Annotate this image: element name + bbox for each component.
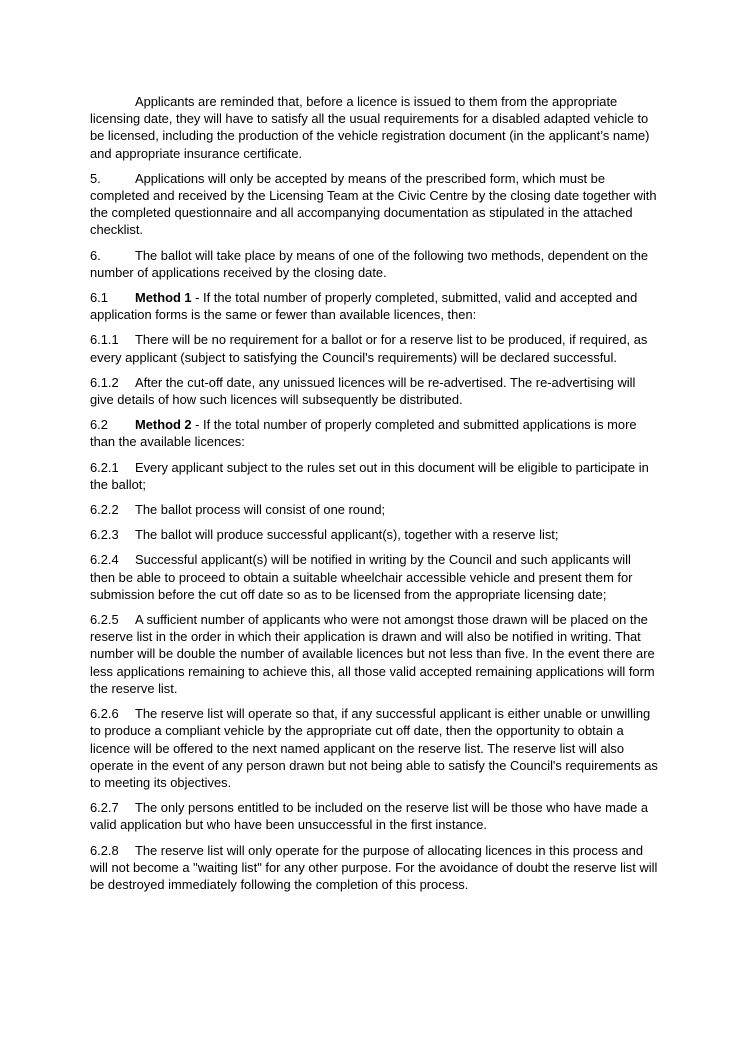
paragraph-number: 6.2.8 (90, 842, 119, 858)
paragraph-6-1 (90, 289, 658, 323)
paragraph-number: 6.2.2 (90, 502, 119, 518)
paragraph-number: 6. (90, 247, 101, 263)
paragraph-number: 6.1.2 (90, 374, 119, 390)
paragraph-text: Applications will only be accepted by means of the prescribed form, which must be completed and received by the Licensing Team at the Civic Centre by the closing date together with the completed questionnaire and all accompanying documentation as stipulated in the attached checklist. (90, 170, 657, 238)
paragraph-number: 6.2.4 (90, 552, 119, 568)
paragraph-text: There will be no requirement for a ballot or for a reserve list to be produced, if required, as every applicant (subject to satisfying the Council's requirements) will be declared successful. (90, 332, 648, 365)
paragraph-number: 6.2.1 (90, 459, 119, 475)
paragraph-text: The only persons entitled to be included on the reserve list will be those who have made a valid application but who have been unsuccessful in the first instance. (90, 800, 649, 833)
paragraph-number: 6.2.6 (90, 706, 119, 722)
paragraph-text: Applicants are reminded that, before a licence is issued to them from the appropriate licensing date, they will have to satisfy all the usual requirements for a disabled adapted vehicle to be licensed, including the production of the vehicle registration document (in the applicant’s name) and appropriate insurance certificate. (90, 94, 650, 161)
paragraph-6-2-1 (90, 459, 658, 493)
document-page (90, 93, 658, 901)
paragraph-6-2-6 (90, 705, 658, 791)
paragraph-text: A sufficient number of applicants who were not amongst those drawn will be placed on the reserve list in the order in which their application is drawn and will also be notified in writing. That number will be double the number of available licences but not less than five. In the event there are less applications remaining to achieve this, all those valid accepted remaining applications will form the reserve list. (90, 612, 655, 696)
paragraph-number: 6.2.5 (90, 612, 119, 628)
paragraph-heading: Method 2 (135, 417, 192, 433)
paragraph-text: The reserve list will only operate for the purpose of allocating licences in this process and will not become a "waiting list" for any other purpose. For the avoidance of doubt the reserve list will be destroyed immediately following the completion of this process. (90, 842, 658, 892)
paragraph-text: The ballot process will consist of one round; (135, 502, 386, 518)
paragraph-text: Every applicant subject to the rules set out in this document will be eligible to participate in the ballot; (90, 459, 649, 492)
paragraph-6-1-2 (90, 374, 658, 408)
paragraph-6-1-1 (90, 331, 658, 365)
paragraph-text: Successful applicant(s) will be notified in writing by the Council and such applicants will then be able to proceed to obtain a suitable wheelchair accessible vehicle and present them for submission before the cut off date so as to be licensed from the appropriate licensing date; (90, 552, 633, 602)
paragraph-text: The reserve list will operate so that, if any successful applicant is either unable or unwilling to produce a compliant vehicle by the appropriate cut off date, then the opportunity to obtain a licence will be offered to the next named applicant on the reserve list. The reserve list will also operate in the event of any person drawn but not being able to satisfy the Council's requirements as to meeting its objectives. (90, 706, 658, 790)
paragraph-number: 6.2.7 (90, 800, 119, 816)
paragraph-6-2-8 (90, 842, 658, 894)
paragraph-6-2-4 (90, 551, 658, 603)
paragraph-6-2-7 (90, 799, 658, 833)
paragraph-6-2-2 (90, 501, 658, 518)
paragraph-6-2-3 (90, 526, 658, 543)
paragraph-text: - If the total number of properly completed, submitted, valid and accepted and application forms is the same or fewer than available licences, then: (90, 290, 638, 323)
paragraph-5 (90, 170, 658, 239)
paragraph-text: After the cut-off date, any unissued licences will be re-advertised. The re-advertising will give details of how such licences will subsequently be distributed. (90, 374, 636, 408)
paragraph-number: 6.1.1 (90, 332, 119, 348)
paragraph-6 (90, 247, 658, 281)
paragraph-text: The ballot will take place by means of one of the following two methods, dependent on the number of applications received by the closing date. (90, 247, 649, 280)
paragraph-heading: Method 1 (135, 290, 192, 306)
paragraph-intro (90, 93, 658, 162)
paragraph-text: - If the total number of properly completed and submitted applications is more than the available licences: (90, 417, 637, 450)
paragraph-number: 6.2.3 (90, 527, 119, 543)
paragraph-6-2-5 (90, 611, 658, 697)
paragraph-6-2 (90, 416, 658, 450)
paragraph-text: The ballot will produce successful applicant(s), together with a reserve list; (135, 527, 559, 543)
paragraph-number: 6.1 (90, 290, 108, 306)
paragraph-number: 6.2 (90, 417, 108, 433)
paragraph-number: 5. (90, 170, 101, 186)
